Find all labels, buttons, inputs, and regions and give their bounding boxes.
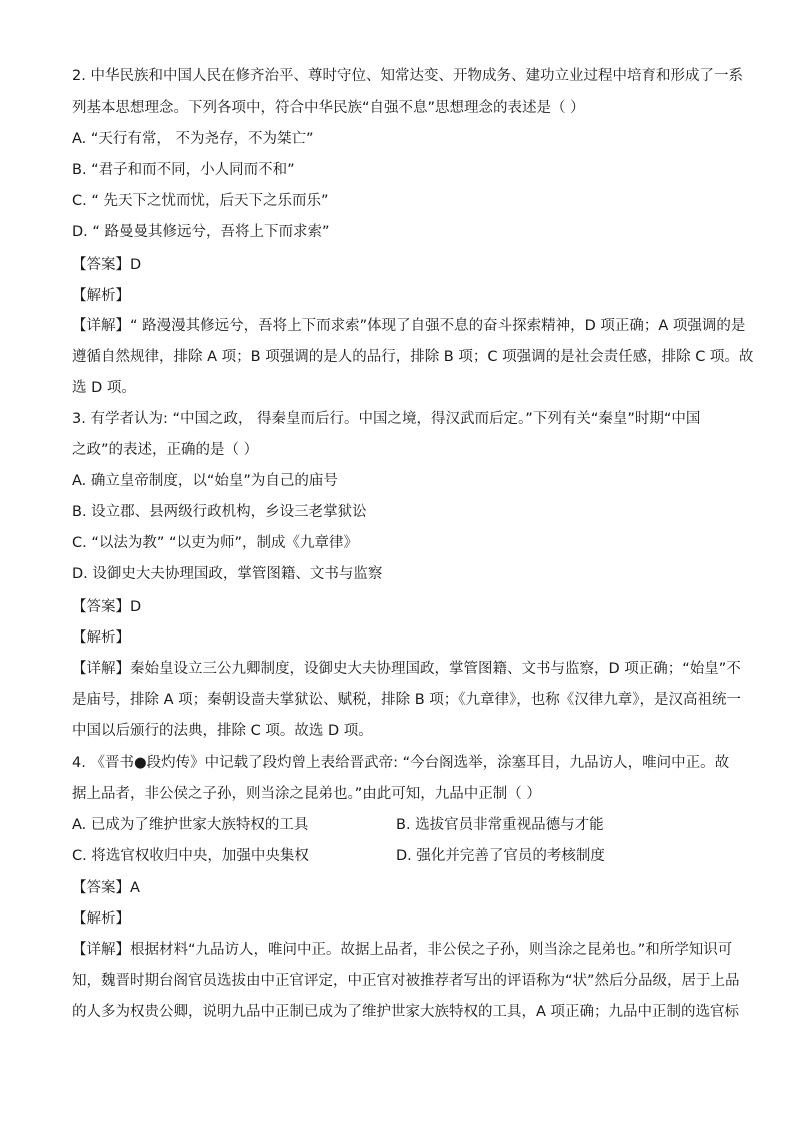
q2-detail-line3: 选 D 项。: [72, 380, 136, 396]
q4-analysis-label: 【解析】: [72, 911, 130, 927]
q2-analysis-label: 【解析】: [72, 288, 130, 304]
q4-option-c: C. 将选官权收归中央，加强中央集权: [72, 848, 309, 864]
q4-option-b: B. 选拔官员非常重视品德与才能: [396, 817, 604, 833]
q2-stem-line1: 2. 中华民族和中国人民在修齐治平、尊时守位、知常达变、开物成务、建功立业过程中培育和形成了一系: [72, 68, 743, 84]
q4-stem-line2: 据上品者，非公侯之子孙，则当涂之昆弟也。”由此可知，九品中正制（ ）: [72, 786, 541, 802]
q2-option-d: D. “ 路曼曼其修远兮，吾将上下而求索”: [72, 224, 330, 240]
q4-detail-line3: 的人多为权贵公卿，说明九品中正制已成为了维护世家大族特权的工具，A 项正确；九品中正制的选官标: [72, 1004, 740, 1020]
q3-detail-line3: 中国以后颁行的法典，排除 C 项。故选 D 项。: [72, 723, 373, 739]
q3-detail-line2: 是庙号，排除 A 项；秦朝设啬夫掌狱讼、赋税，排除 B 项；《九章律》，也称《汉律九章》，是汉高祖统一: [72, 692, 742, 708]
q3-option-b: B. 设立郡、县两级行政机构，乡设三老掌狱讼: [72, 504, 367, 520]
q3-answer: 【答案】D: [72, 599, 142, 615]
q3-stem-line2: 之政”的表述，正确的是（ ）: [72, 442, 259, 458]
q2-detail-line1: 【详解】“ 路漫漫其修远兮，吾将上下而求索”体现了自强不息的奋斗探索精神，D 项正确；A 项强调的是: [72, 318, 746, 334]
q3-option-d: D. 设御史大夫协理国政，掌管图籍、文书与监察: [72, 566, 383, 582]
q2-detail-line2: 遵循自然规律，排除 A 项；B 项强调的是人的品行，排除 B 项；C 项强调的是社会责任感，排除 C 项。故: [72, 349, 754, 365]
q4-option-d: D. 强化并完善了官员的考核制度: [396, 848, 605, 864]
q2-option-a: A. “天行有常， 不为尧存，不为桀亡”: [72, 131, 314, 147]
q2-option-c: C. “ 先天下之忧而忧，后天下之乐而乐”: [72, 193, 329, 209]
q3-option-a: A. 确立皇帝制度，以“始皇”为自己的庙号: [72, 473, 338, 489]
q4-answer: 【答案】A: [72, 880, 140, 896]
q3-option-c: C. “以法为教” “以吏为师”，制成《九章律》: [72, 535, 358, 551]
q3-stem-line1: 3. 有学者认为: “中国之政， 得秦皇而后行。中国之境，得汉武而后定。”下列有关“秦皇”时期“中国: [72, 411, 701, 427]
q3-analysis-label: 【解析】: [72, 630, 130, 646]
q2-option-b: B. “君子和而不同，小人同而不和”: [72, 162, 295, 178]
q4-detail-line2: 知，魏晋时期台阁官员选拔由中正官评定，中正官对被推荐者写出的评语称为“状”然后分品级，居于上品: [72, 973, 740, 989]
q2-stem-line2: 列基本思想理念。下列各项中，符合中华民族“自强不息”思想理念的表述是（ ）: [72, 100, 585, 116]
q4-stem-line1: 4. 《晋书●段灼传》中记载了段灼曾上表给晋武帝: “今台阁选举，涂塞耳目，九品访人，唯问中正。故: [72, 755, 730, 771]
q4-detail-line1: 【详解】根据材料“九品访人，唯问中正。故据上品者，非公侯之子孙，则当涂之昆弟也。”和所学知识可: [72, 942, 733, 958]
q3-detail-line1: 【详解】秦始皇设立三公九卿制度，设御史大夫协理国政，掌管图籍、文书与监察，D 项正确；“始皇”不: [72, 661, 741, 677]
q2-answer: 【答案】D: [72, 257, 142, 273]
q4-option-a: A. 已成为了维护世家大族特权的工具: [72, 817, 309, 833]
